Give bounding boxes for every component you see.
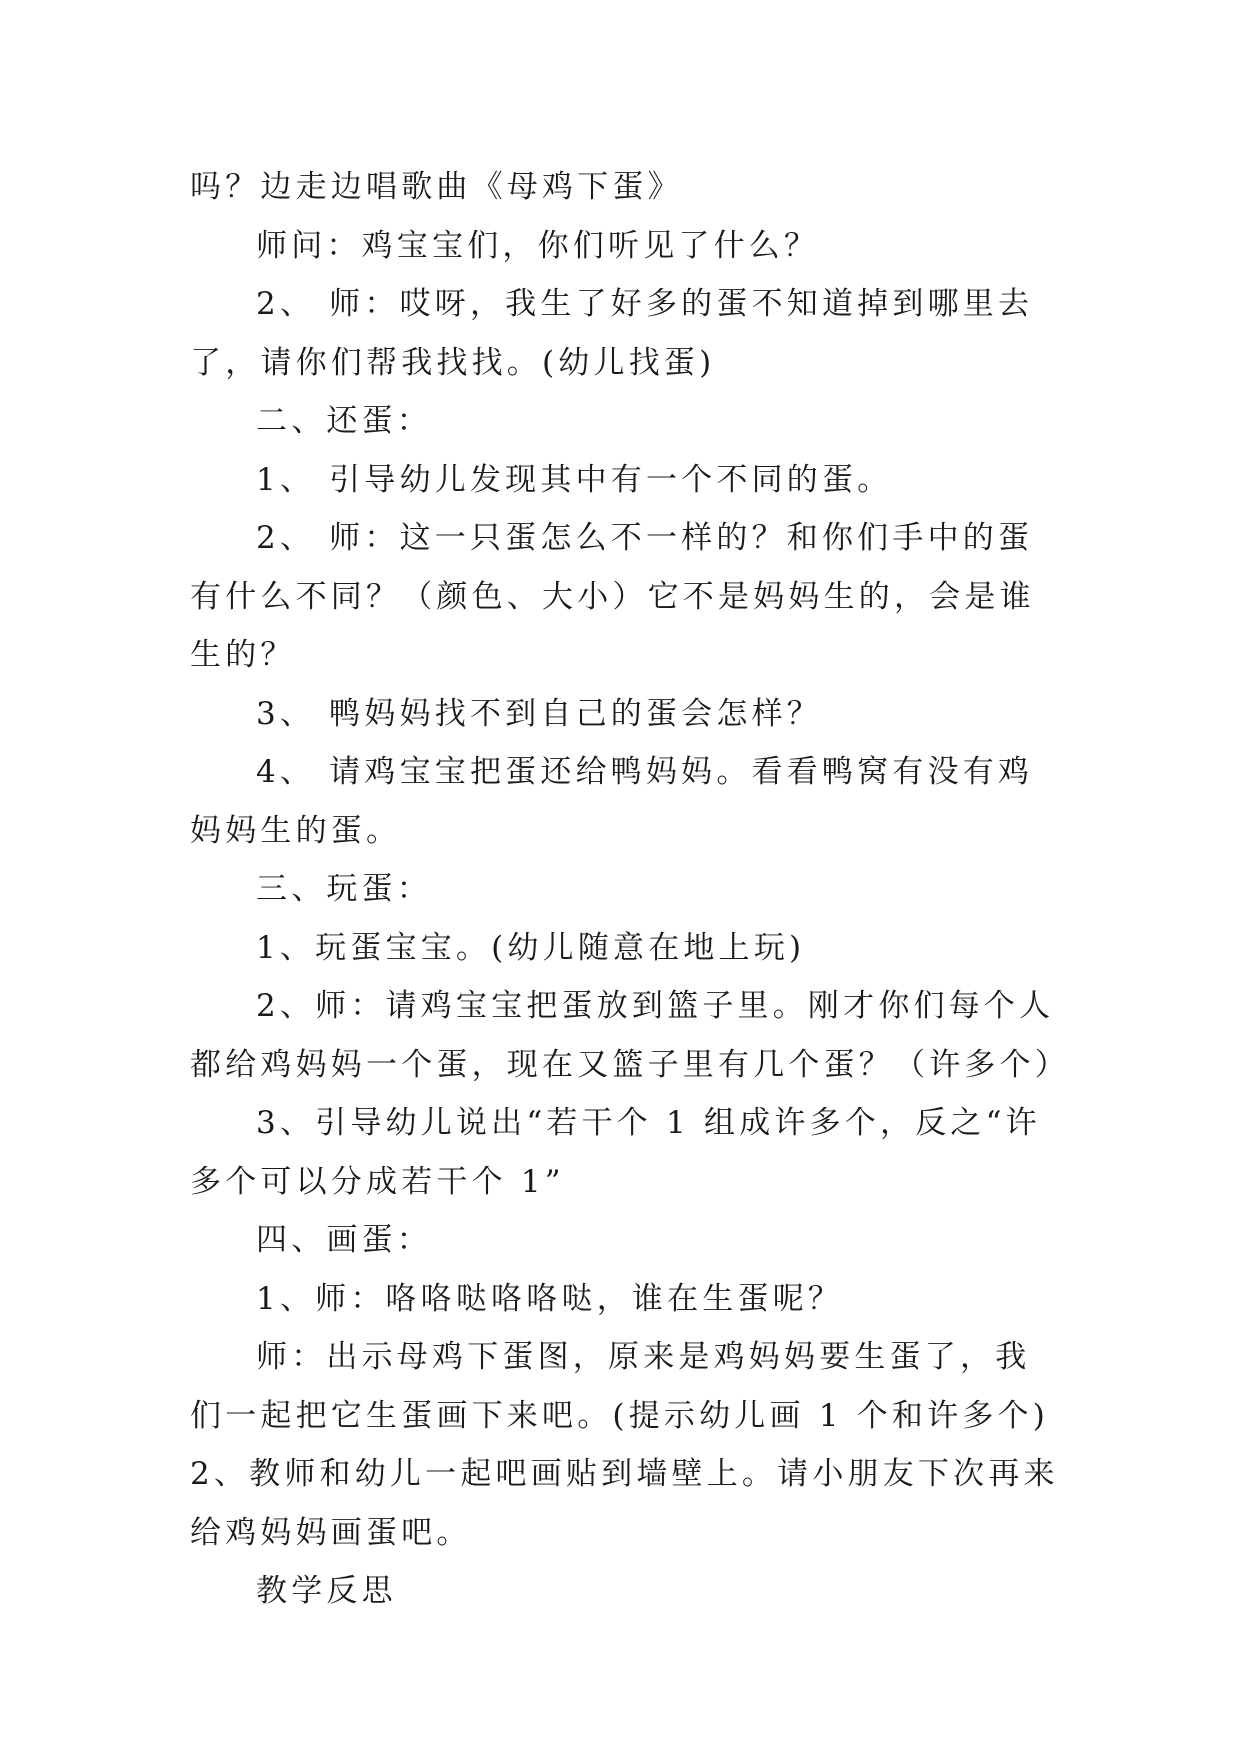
paragraph-egg-difference: 2、 师：这一只蛋怎么不一样的？和你们手中的蛋有什么不同？（颜色、大小）它不是妈妈生的，会是谁生的？ bbox=[190, 520, 1035, 673]
paragraph-draw-picture: 师：出示母鸡下蛋图，原来是鸡妈妈要生蛋了，我们一起把它生蛋画下来吧。(提示幼儿画 1 个和许多个) 2、教师和幼儿一起吧画贴到墙壁上。请小朋友下次再来给鸡妈妈画蛋吧。 bbox=[190, 1339, 1064, 1551]
paragraph-return-to-duck: 4、 请鸡宝宝把蛋还给鸭妈妈。看看鸭窝有没有鸡妈妈生的蛋。 bbox=[190, 754, 1034, 849]
paragraph-teacher-question: 师问：鸡宝宝们，你们听见了什么？ bbox=[256, 227, 820, 264]
section-heading-teaching-reflection: 教学反思 bbox=[256, 1573, 397, 1609]
paragraph-who-lays: 1、师：咯咯哒咯咯哒，谁在生蛋呢？ bbox=[256, 1280, 844, 1317]
paragraph-find-eggs: 2、 师：哎呀，我生了好多的蛋不知道掉到哪里去了，请你们帮我找找。(幼儿找蛋) bbox=[190, 286, 1034, 381]
document-page bbox=[190, 158, 1070, 1621]
section-heading-play-eggs: 三、玩蛋： bbox=[256, 871, 432, 907]
paragraph-different-egg: 1、 引导幼儿发现其中有一个不同的蛋。 bbox=[256, 461, 893, 498]
paragraph-continuation: 吗？边走边唱歌曲《母鸡下蛋》 bbox=[190, 169, 683, 205]
section-heading-draw-eggs: 四、画蛋： bbox=[256, 1222, 432, 1258]
paragraph-basket: 2、师：请鸡宝宝把蛋放到篮子里。刚才你们每个人都给鸡妈妈一个蛋，现在又篮子里有几个蛋？（许多个） bbox=[190, 988, 1070, 1083]
paragraph-many-and-one: 3、引导幼儿说出“若干个 1 组成许多个，反之“许多个可以分成若干个 1” bbox=[190, 1105, 1041, 1200]
paragraph-play-egg-baby: 1、玩蛋宝宝。(幼儿随意在地上玩) bbox=[256, 929, 806, 966]
section-heading-return-eggs: 二、还蛋： bbox=[256, 403, 432, 439]
paragraph-duck-mother: 3、 鸭妈妈找不到自己的蛋会怎样？ bbox=[256, 695, 822, 732]
